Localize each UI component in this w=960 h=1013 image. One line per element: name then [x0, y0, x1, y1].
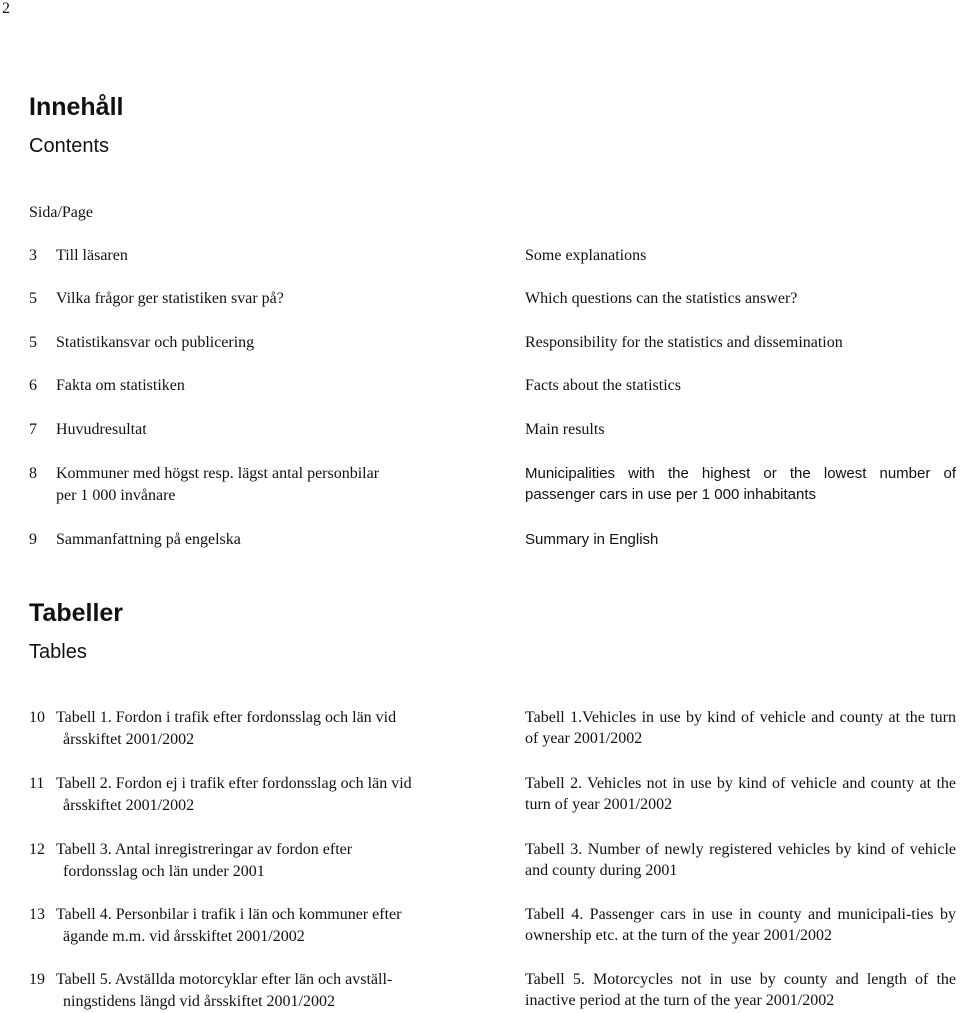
entry-title-sv: Sammanfattning på engelska [56, 531, 241, 548]
entry-title-sv: Tabell 2. Fordon ej i trafik efter fordonsslag och län vid [56, 775, 412, 792]
tables-title-sv: Tabeller [29, 599, 124, 627]
page-number: 2 [2, 0, 10, 17]
entry-title-sv-continued: årsskiftet 2001/2002 [63, 797, 195, 814]
entry-title-sv: Kommuner med högst resp. lägst antal personbilar [56, 465, 380, 482]
table-entry [0, 839, 960, 883]
entry-title-sv-continued: ägande m.m. vid årsskiftet 2001/2002 [63, 928, 305, 945]
entry-title-en: Tabell 1.Vehicles in use by kind of vehicle and county at the turn of year 2001/2002 [525, 709, 956, 747]
entry-title-en: Tabell 2. Vehicles not in use by kind of vehicle and county at the turn of year 2001/2002 [525, 775, 956, 813]
contents-entry [0, 463, 960, 507]
entry-page: 11 [29, 775, 45, 792]
contents-entry [0, 529, 960, 573]
entry-page: 19 [29, 971, 45, 988]
entry-title-sv: Till läsaren [56, 247, 128, 264]
entry-title-en: Facts about the statistics [525, 377, 681, 394]
entry-title-en: Responsibility for the statistics and dissemination [525, 334, 843, 351]
entry-title-sv: Tabell 4. Personbilar i trafik i län och kommuner efter [56, 906, 402, 923]
entry-title-sv-continued: per 1 000 invånare [56, 487, 176, 504]
entry-page: 6 [29, 377, 37, 394]
entry-title-en: Municipalities with the highest or the lowest number of passenger cars in use per 1 000 inhabitants [525, 465, 956, 503]
contents-entry [0, 245, 960, 289]
contents-entry [0, 332, 960, 376]
entry-page: 5 [29, 334, 37, 351]
tables-title-en: Tables [29, 641, 87, 663]
entry-title-sv: Huvudresultat [56, 421, 147, 438]
entry-title-sv: Vilka frågor ger statistiken svar på? [56, 290, 284, 307]
contents-entry [0, 375, 960, 419]
entry-title-en: Which questions can the statistics answer? [525, 290, 798, 307]
table-entry [0, 904, 960, 948]
entry-title-sv-continued: ningstidens längd vid årsskiftet 2001/2002 [63, 993, 335, 1010]
entry-title-sv-continued: fordonsslag och län under 2001 [63, 863, 265, 880]
entry-page: 7 [29, 421, 37, 438]
contents-title-sv: Innehåll [29, 93, 124, 121]
entry-page: 5 [29, 290, 37, 307]
entry-page: 12 [29, 841, 45, 858]
entry-title-sv: Fakta om statistiken [56, 377, 185, 394]
entry-title-en: Tabell 4. Passenger cars in use in county and municipali-ties by ownership etc. at the turn of the year 2001/2002 [525, 906, 956, 944]
entry-title-sv: Tabell 1. Fordon i trafik efter fordonsslag och län vid [56, 709, 397, 726]
entry-title-en: Tabell 3. Number of newly registered vehicles by kind of vehicle and county during 2001 [525, 841, 956, 879]
entry-title-sv: Tabell 5. Avställda motorcyklar efter län och avställ- [56, 971, 393, 988]
entry-title-en: Summary in English [525, 531, 659, 548]
entry-title-sv: Tabell 3. Antal inregistreringar av fordon efter [56, 841, 353, 858]
table-entry [0, 707, 960, 751]
table-entry [0, 773, 960, 817]
entry-page: 8 [29, 465, 37, 482]
entry-title-sv: Statistikansvar och publicering [56, 334, 255, 351]
entry-page: 13 [29, 906, 45, 923]
entry-title-en: Some explanations [525, 247, 647, 264]
contents-entry [0, 288, 960, 332]
entry-title-en: Main results [525, 421, 605, 438]
contents-entry [0, 419, 960, 463]
entry-title-en: Tabell 5. Motorcycles not in use by county and length of the inactive period at the turn of the year 2001/2002 [525, 971, 956, 1009]
entry-page: 9 [29, 531, 37, 548]
table-entry [0, 969, 960, 1013]
contents-title-en: Contents [29, 135, 110, 157]
entry-title-sv-continued: årsskiftet 2001/2002 [63, 731, 195, 748]
entry-page: 3 [29, 247, 37, 264]
entry-page: 10 [29, 709, 45, 726]
page-column-label: Sida/Page [29, 204, 93, 221]
